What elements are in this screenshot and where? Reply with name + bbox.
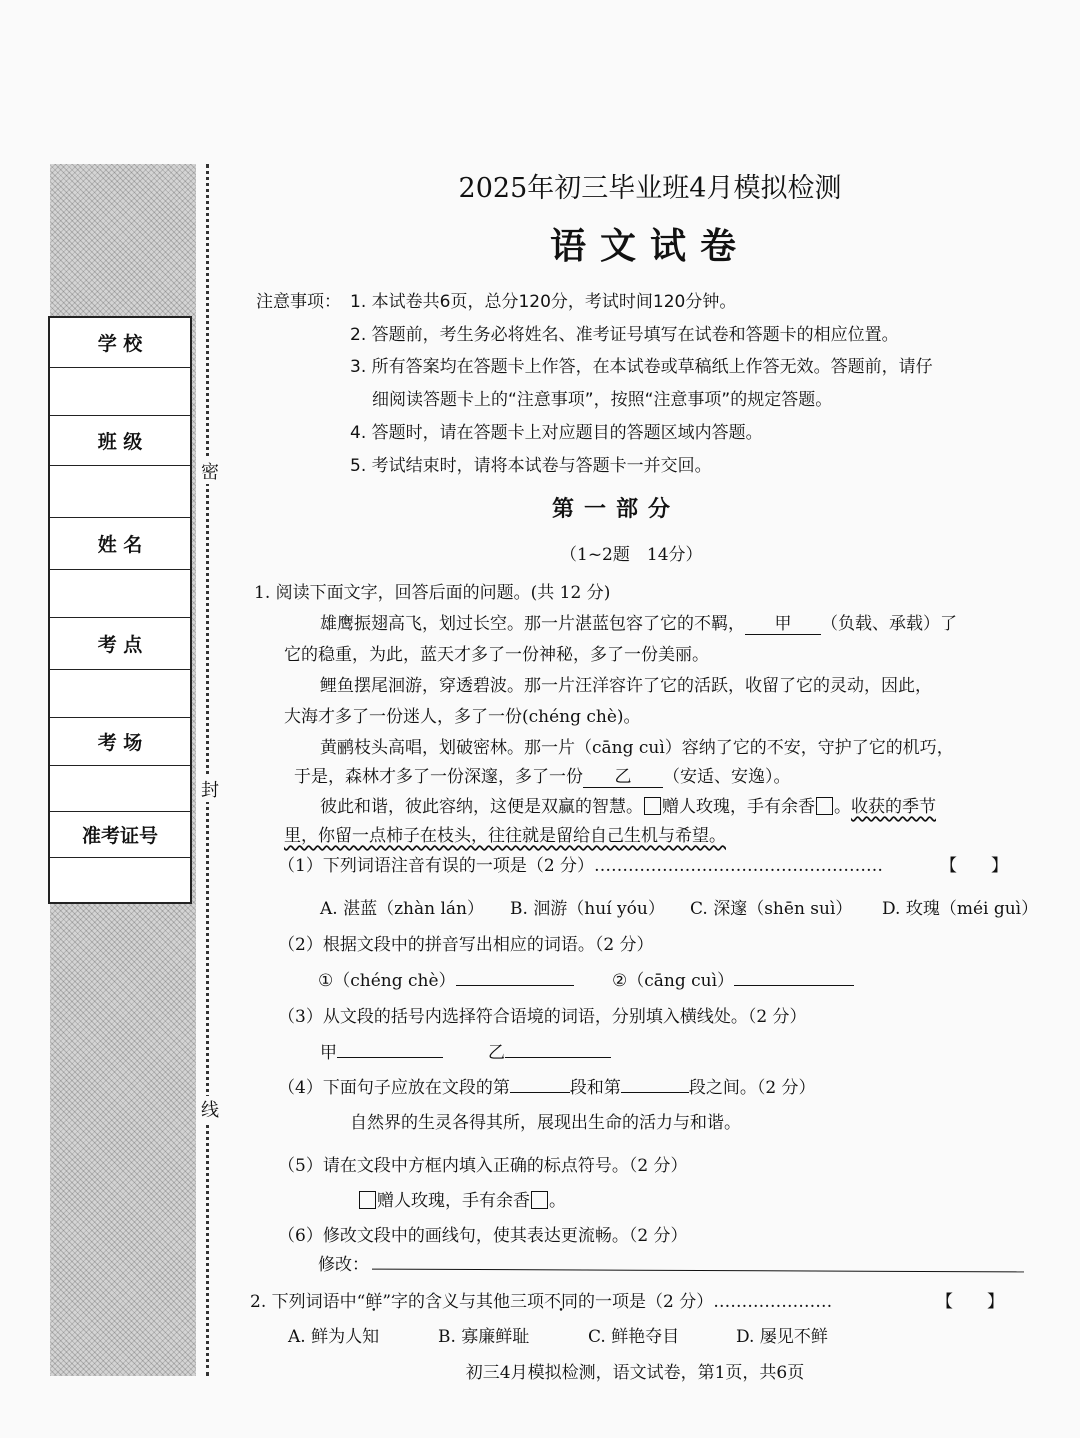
- q1-sub2-b-label: ②（cāng cuì）: [612, 971, 735, 991]
- q2-bracket: 【 】: [936, 1292, 1004, 1312]
- q2-stem-c: 的一项是（2 分）…………………: [578, 1292, 833, 1312]
- q1-para4-period: 。: [834, 797, 851, 817]
- q1-sub4-blank-1[interactable]: [510, 1074, 570, 1093]
- q1-sub2: （2）根据文段中的拼音写出相应的词语。（2 分）: [278, 935, 654, 955]
- seal-char-xian: 线: [198, 1096, 222, 1122]
- q2-stem: [250, 1287, 832, 1312]
- q1-sub1-option-a: A. 湛蓝（zhàn lán）: [320, 899, 484, 919]
- q1-sub2-b: [612, 966, 854, 991]
- candidate-info-table: [48, 316, 192, 904]
- q1-sub2-a-blank[interactable]: [456, 967, 574, 986]
- exam-room-field[interactable]: [50, 766, 190, 812]
- q1-para3-text: 于是，森林才多了一份深邃，多了一份: [294, 767, 583, 787]
- q1-para1-line2: 它的稳重，为此，蓝天才多了一份神秘，多了一份美丽。: [284, 645, 709, 665]
- q1-sub2-b-blank[interactable]: [734, 967, 854, 986]
- q2-stem-a: 2. 下列词语中“: [250, 1292, 366, 1312]
- q1-sub4-text-c: 段之间。（2 分）: [688, 1078, 816, 1098]
- q1-sub4-sentence: 自然界的生灵各得其所，展现出生命的活力与和谐。: [350, 1113, 741, 1133]
- q1-sub5-box-2[interactable]: [531, 1191, 548, 1209]
- q1-sub2-a-label: ①（chéng chè）: [318, 971, 456, 991]
- q1-sub6-answer-line[interactable]: [372, 1269, 1024, 1273]
- q1-sub5-sentence: [358, 1186, 566, 1211]
- q1-para3-options: （安适、安逸）。: [663, 767, 791, 787]
- q1-sub3-yi-blank[interactable]: [505, 1039, 611, 1058]
- exam-title: 2025年初三毕业班4月模拟检测: [458, 173, 842, 204]
- q1-sub6-label: 修改：: [318, 1255, 369, 1275]
- punct-box-2: [816, 797, 833, 815]
- exam-site-label: 考 点: [50, 618, 190, 670]
- q1-sub1-option-d: D. 玫瑰（méi guì）: [882, 899, 1039, 919]
- section-range: （1~2题 14分）: [560, 545, 703, 565]
- q1-sub5-text: 赠人玫瑰，手有余香: [377, 1191, 530, 1211]
- ticket-number-field[interactable]: [50, 858, 190, 902]
- q2-option-a: A. 鲜为人知: [288, 1327, 380, 1347]
- notice-item-3: 3. 所有答案均在答题卡上作答，在本试卷或草稿纸上作答无效。答题前，请仔: [350, 357, 933, 377]
- q2-stem-b: ”字的含义与其他三项: [382, 1292, 545, 1312]
- q1-para3-line1: 黄鹂枝头高唱，划破密林。那一片（cāng cuì）容纳了它的不安，守护了它的机巧，: [320, 738, 954, 758]
- q1-para1-text: 雄鹰振翅高飞，划过长空。那一片湛蓝包容了它的不羁，: [320, 614, 745, 634]
- seal-char-feng: 封: [198, 776, 222, 802]
- q1-para2-line1: 鲤鱼摆尾洄游，穿透碧波。那一片汪洋容许了它的活跃，收留了它的灵动，因此，: [320, 676, 932, 696]
- q1-sub1-option-c: C. 深邃（shēn suì）: [690, 899, 853, 919]
- q1-sub4-text-a: （4）下面句子应放在文段的第: [278, 1078, 510, 1098]
- q1-para2-line2: 大海才多了一份迷人，多了一份(chéng chè)。: [284, 707, 641, 727]
- exam-site-field[interactable]: [50, 670, 190, 718]
- q1-para1-line1: [320, 609, 957, 635]
- blank-yi: 乙: [583, 762, 663, 788]
- q1-para4-line2: [284, 821, 726, 846]
- q1-sub2-a: [318, 966, 574, 991]
- q1-underlined-sentence: 里，你留一点柿子在枝头，往往就是留给自己生机与希望。: [284, 826, 726, 846]
- school-field[interactable]: [50, 368, 190, 416]
- notice-item-3-cont: 细阅读答题卡上的“注意事项”，按照“注意事项”的规定答题。: [372, 390, 833, 410]
- q1-sub1: （1）下列词语注音有误的一项是（2 分）……………………………………………: [278, 856, 884, 876]
- section-title: 第一部分: [552, 497, 681, 522]
- q1-sub4-blank-2[interactable]: [621, 1074, 689, 1093]
- class-label: 班 级: [50, 416, 190, 466]
- notice-item-2: 2. 答题前，考生务必将姓名、准考证号填写在试卷和答题卡的相应位置。: [350, 325, 899, 345]
- q2-option-d: D. 屡见不鲜: [736, 1327, 828, 1347]
- q1-sub4-text-b: 段和第: [569, 1078, 621, 1098]
- notice-label: 注意事项：: [256, 292, 341, 312]
- q1-sub3-jia: [320, 1038, 443, 1063]
- name-field[interactable]: [50, 570, 190, 618]
- page-footer: 初三4月模拟检测，语文试卷，第1页，共6页: [465, 1363, 805, 1383]
- q2-key-char: 鲜: [365, 1292, 383, 1312]
- exam-room-label: 考 场: [50, 718, 190, 766]
- q1-para4-text: 彼此和谐，彼此容纳，这便是双赢的智慧。: [320, 797, 643, 817]
- notice-item-4: 4. 答题时，请在答题卡上对应题目的答题区域内答题。: [350, 423, 763, 443]
- punct-box-1: [644, 797, 661, 815]
- q1-sub5-period: 。: [549, 1191, 566, 1211]
- q1-para1-options: （负载、承载）了: [821, 614, 957, 634]
- q1-sub5: （5）请在文段中方框内填入正确的标点符号。（2 分）: [278, 1156, 688, 1176]
- q2-option-c: C. 鲜艳夺目: [588, 1327, 680, 1347]
- q1-underlined-start: 收获的季节: [851, 797, 936, 817]
- notice-item-5: 5. 考试结束时，请将本试卷与答题卡一并交回。: [350, 456, 712, 476]
- q1-sub5-box-1[interactable]: [359, 1191, 376, 1209]
- paper-title: 语文试卷: [549, 226, 750, 267]
- ticket-number-label: 准考证号: [50, 812, 190, 858]
- notice-item-1: 1. 本试卷共6页，总分120分，考试时间120分钟。: [350, 292, 737, 312]
- q1-sub3: （3）从文段的括号内选择符合语境的词语，分别填入横线处。（2 分）: [278, 1007, 807, 1027]
- q1-sub3-jia-label: 甲: [320, 1043, 337, 1063]
- school-label: 学 校: [50, 318, 190, 368]
- q1-para4-line1: [320, 792, 936, 817]
- q2-option-b: B. 寡廉鲜耻: [438, 1327, 530, 1347]
- q1-sub3-yi-label: 乙: [488, 1043, 505, 1063]
- q2-emphasis: 不同: [544, 1292, 579, 1312]
- seal-char-mi: 密: [198, 458, 222, 484]
- seal-dotted-line: [206, 164, 209, 1376]
- q1-sub6: （6）修改文段中的画线句，使其表达更流畅。（2 分）: [278, 1226, 688, 1246]
- q1-sub1-option-b: B. 洄游（huí yóu）: [510, 899, 665, 919]
- q1-para3-line2: [294, 762, 791, 788]
- q1-sub1-bracket: 【 】: [940, 856, 1008, 876]
- q1-sub4: [278, 1073, 816, 1098]
- q1-sub3-yi: [488, 1038, 611, 1063]
- blank-jia: 甲: [745, 609, 821, 635]
- name-label: 姓 名: [50, 518, 190, 570]
- q1-sub3-jia-blank[interactable]: [337, 1039, 443, 1058]
- q1-para4-quote: 赠人玫瑰，手有余香: [662, 797, 815, 817]
- q1-stem: 1. 阅读下面文字，回答后面的问题。(共 12 分): [254, 583, 611, 603]
- class-field[interactable]: [50, 466, 190, 518]
